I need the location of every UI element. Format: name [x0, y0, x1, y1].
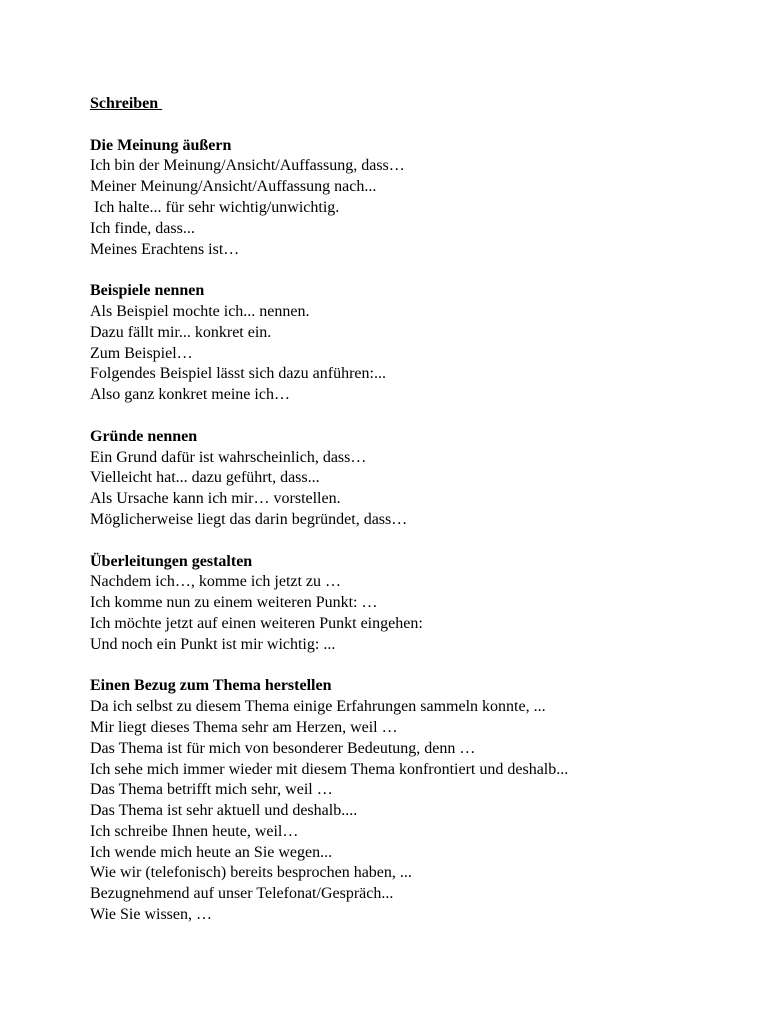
section-heading: Überleitungen gestalten	[90, 552, 253, 570]
section	[90, 552, 730, 656]
section	[90, 136, 730, 261]
phrase-line: Vielleicht hat... dazu geführt, dass...	[90, 469, 320, 487]
phrase-line: Zum Beispiel…	[90, 344, 193, 362]
phrase-line: Bezugnehmend auf unser Telefonat/Gespräch...	[90, 885, 394, 903]
section	[90, 676, 730, 926]
phrase-line: Ich bin der Meinung/Ansicht/Auffassung, dass…	[90, 157, 405, 175]
phrase-list	[90, 572, 730, 655]
phrase-line: Ich halte... für sehr wichtig/unwichtig.	[90, 198, 340, 216]
phrase-line: Wie wir (telefonisch) bereits besprochen haben, ...	[90, 864, 412, 882]
phrase-line: Das Thema betrifft mich sehr, weil …	[90, 781, 333, 799]
phrase-line: Mir liegt dieses Thema sehr am Herzen, weil …	[90, 718, 398, 736]
phrase-list	[90, 448, 730, 531]
section-heading: Einen Bezug zum Thema herstellen	[90, 677, 332, 695]
phrase-line: Meiner Meinung/Ansicht/Auffassung nach...	[90, 178, 377, 196]
phrase-line: Folgendes Beispiel lässt sich dazu anführen:...	[90, 365, 386, 383]
phrase-line: Ein Grund dafür ist wahrscheinlich, dass…	[90, 448, 367, 466]
document-page	[90, 94, 730, 947]
phrase-line: Ich komme nun zu einem weiteren Punkt: …	[90, 594, 378, 612]
phrase-line: Ich finde, dass...	[90, 219, 195, 237]
phrase-line: Da ich selbst zu diesem Thema einige Erfahrungen sammeln konnte, ...	[90, 698, 546, 716]
section	[90, 281, 730, 406]
phrase-list	[90, 156, 730, 260]
phrase-line: Ich sehe mich immer wieder mit diesem Thema konfrontiert und deshalb...	[90, 760, 569, 778]
section-heading: Beispiele nennen	[90, 282, 205, 300]
document-title: Schreiben	[90, 95, 163, 112]
phrase-line: Ich schreibe Ihnen heute, weil…	[90, 822, 299, 840]
sections-container	[90, 136, 730, 926]
phrase-line: Als Beispiel mochte ich... nennen.	[90, 302, 310, 320]
section-heading: Die Meinung äußern	[90, 136, 232, 154]
phrase-line: Wie Sie wissen, …	[90, 906, 213, 924]
phrase-list	[90, 302, 730, 406]
phrase-line: Meines Erachtens ist…	[90, 240, 240, 258]
phrase-line: Dazu fällt mir... konkret ein.	[90, 323, 272, 341]
phrase-line: Also ganz konkret meine ich…	[90, 386, 290, 404]
phrase-line: Und noch ein Punkt ist mir wichtig: ...	[90, 635, 336, 653]
phrase-line: Möglicherweise liegt das darin begründet, dass…	[90, 510, 408, 528]
phrase-line: Das Thema ist für mich von besonderer Bedeutung, denn …	[90, 739, 476, 757]
section	[90, 427, 730, 531]
phrase-line: Nachdem ich…, komme ich jetzt zu …	[90, 573, 342, 591]
section-heading: Gründe nennen	[90, 427, 198, 445]
phrase-list	[90, 697, 730, 926]
phrase-line: Ich möchte jetzt auf einen weiteren Punkt eingehen:	[90, 614, 423, 632]
phrase-line: Als Ursache kann ich mir… vorstellen.	[90, 490, 341, 508]
phrase-line: Das Thema ist sehr aktuell und deshalb....	[90, 802, 358, 820]
phrase-line: Ich wende mich heute an Sie wegen...	[90, 843, 333, 861]
